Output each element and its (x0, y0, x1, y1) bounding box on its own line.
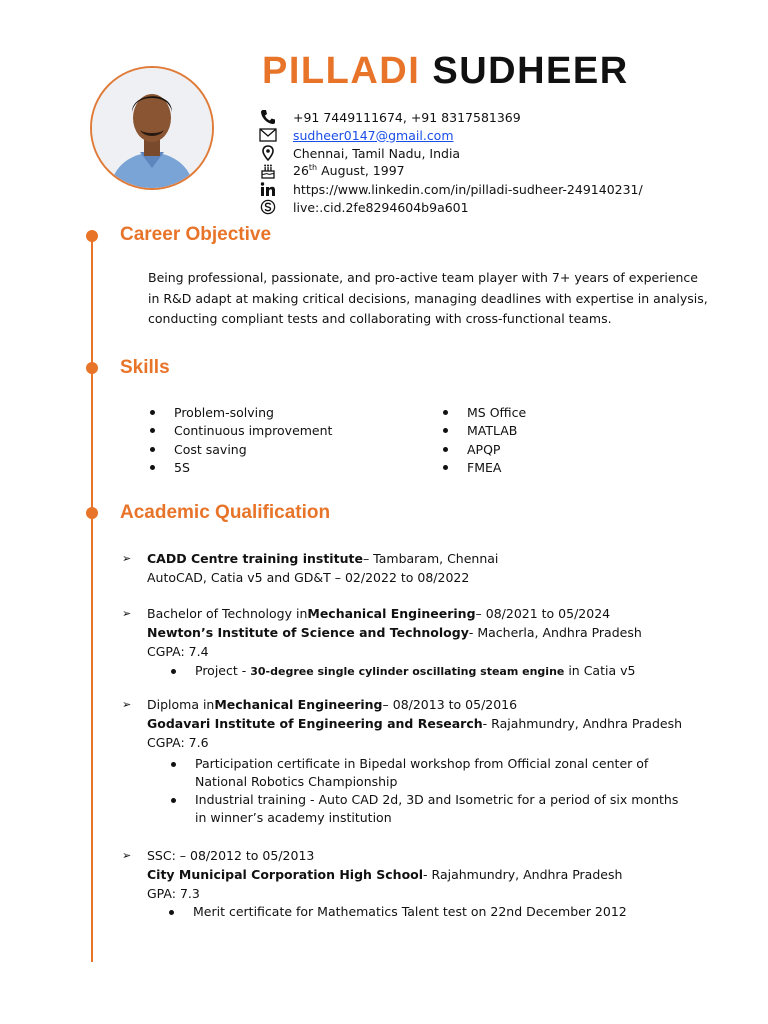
skill-item (150, 459, 332, 478)
skill-label: Continuous improvement (174, 423, 333, 439)
project-prefix: Project - (195, 663, 251, 678)
institution-location: – Tambaram, Chennai (362, 551, 499, 566)
contact-skype-row (258, 198, 643, 216)
academic-entry-ssc (122, 846, 627, 921)
profile-photo (90, 66, 214, 190)
institution-location: - Rajahmundry, Andhra Pradesh (482, 716, 683, 731)
location-text: Chennai, Tamil Nadu, India (293, 145, 461, 161)
degree-field: Mechanical Engineering (307, 606, 476, 621)
dob-rest: August, 1997 (317, 163, 405, 179)
phone-text: +91 7449111674, +91 8317581369 (293, 109, 521, 125)
institution-name: CADD Centre training institute (147, 551, 363, 566)
degree-prefix: Bachelor of Technology in (147, 606, 308, 621)
institution-name: City Municipal Corporation High School (147, 867, 424, 882)
sub-bullet-item (122, 903, 627, 921)
sub-bullet-item (122, 662, 642, 681)
point-text: Industrial training - Auto CAD 2d, 3D and Isometric for a period of six months in winner’s academy institution (195, 792, 679, 825)
project-suffix: in Catia v5 (564, 663, 636, 678)
contact-birthday-row (258, 162, 643, 180)
entry-title-line (122, 549, 498, 568)
dob-day: 26 (293, 163, 309, 179)
section-title-academic: Academic Qualification (120, 502, 331, 523)
sub-bullet-item (122, 791, 691, 827)
skill-item (443, 459, 526, 478)
skill-label: Cost saving (174, 441, 247, 457)
section-title-skills: Skills (120, 357, 170, 378)
bullet (443, 410, 448, 415)
first-name: PILLADI (262, 50, 421, 92)
arrow-bullet-icon: ➢ (122, 607, 132, 620)
entry-title: SSC: – 08/2012 to 05/2013 (147, 848, 315, 863)
institution-line (122, 714, 691, 733)
linkedin-text[interactable]: https://www.linkedin.com/in/pilladi-sudheer-249140231/ (293, 181, 643, 197)
bullet (171, 798, 176, 803)
skill-label: Problem-solving (174, 404, 274, 420)
entry-detail: AutoCAD, Catia v5 and GD&T – 02/2022 to 08/2022 (147, 570, 470, 585)
skill-item (150, 403, 332, 422)
skype-icon (258, 199, 278, 215)
linkedin-icon (258, 181, 278, 197)
degree-dates: – 08/2013 to 05/2016 (382, 697, 518, 712)
skills-list-right (443, 403, 526, 477)
institution-line (122, 623, 642, 642)
point-text: Participation certificate in Bipedal workshop from Official zonal center of National Robotics Championship (195, 756, 649, 789)
bullet (150, 410, 155, 415)
degree-field: Mechanical Engineering (214, 697, 383, 712)
institution-name: Godavari Institute of Engineering and Research (147, 716, 483, 731)
section-title-objective: Career Objective (120, 224, 272, 245)
grade-text: CGPA: 7.4 (147, 644, 209, 659)
skill-label: FMEA (467, 460, 502, 476)
contact-linkedin-row (258, 180, 643, 198)
entry-title-line (122, 846, 627, 865)
grade-text: CGPA: 7.6 (147, 735, 209, 750)
bullet (150, 465, 155, 470)
birthday-text (293, 163, 405, 178)
skill-item (150, 422, 332, 441)
timeline-dot-skills (86, 362, 98, 374)
skill-label: 5S (174, 460, 190, 476)
skype-text: live:.cid.2fe8294604b9a601 (293, 199, 469, 215)
timeline-dot-academic (86, 507, 98, 519)
skill-item (443, 440, 526, 459)
skill-item (443, 403, 526, 422)
bullet (443, 447, 448, 452)
timeline-line (91, 236, 93, 962)
cake-icon (258, 163, 278, 179)
academic-entry-diploma (122, 695, 691, 827)
timeline-dot-objective (86, 230, 98, 242)
skill-label: MATLAB (467, 423, 518, 439)
phone-icon (258, 109, 278, 125)
bullet (443, 465, 448, 470)
bullet (150, 428, 155, 433)
institution-name: Newton’s Institute of Science and Technology (147, 625, 469, 640)
grade-text: GPA: 7.3 (147, 886, 200, 901)
degree-dates: – 08/2021 to 05/2024 (475, 606, 611, 621)
skill-item (443, 422, 526, 441)
skills-list-left (150, 403, 332, 477)
arrow-bullet-icon: ➢ (122, 698, 132, 711)
contact-email-row (258, 126, 643, 144)
map-pin-icon (258, 145, 278, 161)
contact-phone-row (258, 108, 643, 126)
bullet (171, 762, 176, 767)
point-text: Merit certificate for Mathematics Talent test on 22nd December 2012 (193, 904, 627, 919)
institution-location: - Macherla, Andhra Pradesh (468, 625, 642, 640)
academic-entry-cadd (122, 549, 498, 587)
bullet (150, 447, 155, 452)
candidate-name (262, 50, 629, 93)
email-link[interactable]: sudheer0147@gmail.com (293, 127, 454, 143)
contact-location-row (258, 144, 643, 162)
institution-line (122, 865, 627, 884)
bullet (171, 669, 176, 674)
project-title: 30-degree single cylinder oscillating steam engine (250, 665, 565, 678)
bullet (443, 428, 448, 433)
profile-photo-image (92, 68, 212, 188)
arrow-bullet-icon: ➢ (122, 552, 132, 565)
project-line (195, 662, 635, 681)
envelope-icon (258, 127, 278, 143)
institution-location: - Rajahmundry, Andhra Pradesh (423, 867, 623, 882)
entry-title-line (122, 695, 691, 714)
contact-block (258, 108, 643, 216)
skill-label: MS Office (467, 404, 527, 420)
last-name: SUDHEER (432, 50, 629, 92)
degree-prefix: Diploma in (147, 697, 215, 712)
entry-title-line (122, 604, 642, 623)
skill-label: APQP (467, 441, 501, 457)
dob-suffix: th (308, 163, 318, 173)
arrow-bullet-icon: ➢ (122, 849, 132, 862)
skill-item (150, 440, 332, 459)
academic-entry-btech (122, 604, 642, 681)
bullet (169, 910, 174, 915)
sub-bullet-item (122, 755, 691, 791)
objective-text: Being professional, passionate, and pro-active team player with 7+ years of experience in R&D adapt at making critical decisions, managing deadlines with expertise in analysis, conducting compliant tests and collaborating with cross-functional teams. (148, 270, 708, 326)
